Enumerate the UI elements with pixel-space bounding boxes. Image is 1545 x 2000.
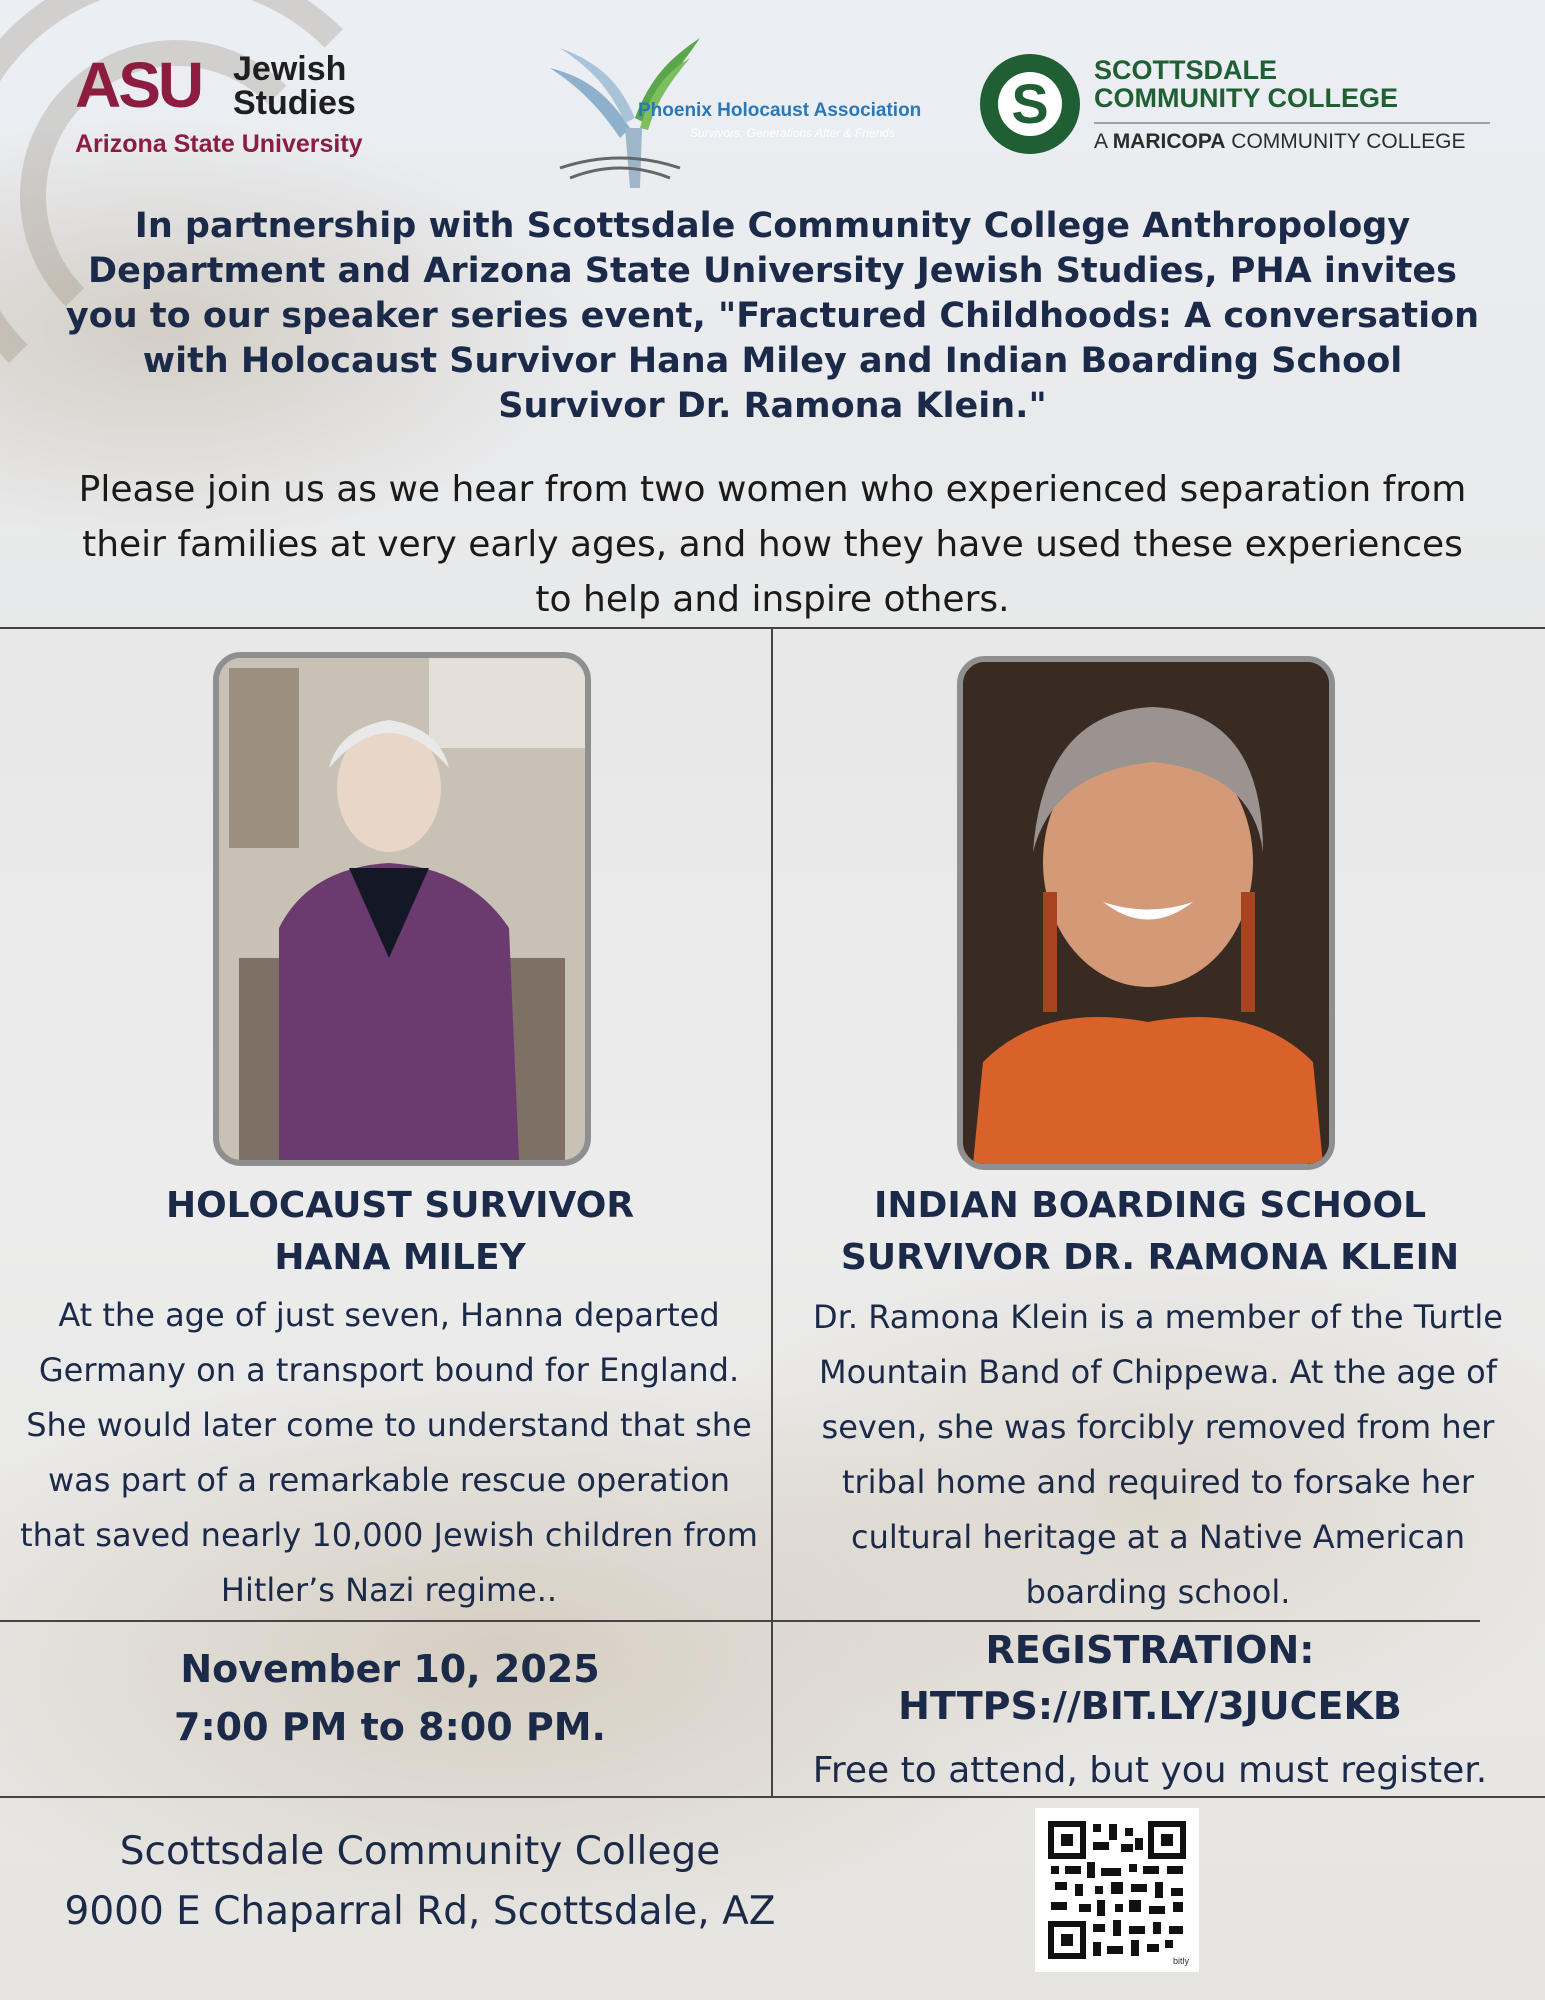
scc-divider (1094, 122, 1490, 124)
qr-code-icon (1035, 1808, 1199, 1972)
divider-left-middle (0, 1620, 772, 1622)
event-datetime (70, 1640, 710, 1756)
scc-name-line1: SCOTTSDALE (1094, 55, 1278, 85)
event-location (30, 1822, 810, 1942)
speaker-1-title-line2: HANA MILEY (274, 1237, 526, 1278)
asu-university-name: Arizona State University (75, 130, 363, 158)
ramona-klein-photo (957, 656, 1335, 1170)
speaker-2-title-line1: INDIAN BOARDING SCHOOL (873, 1185, 1427, 1226)
asu-jewish-studies-text (233, 52, 356, 120)
registration-qr-code[interactable] (1035, 1808, 1199, 1972)
asu-logo-mark (75, 50, 201, 120)
hana-miley-photo (213, 652, 591, 1166)
location-address: 9000 E Chaparral Rd, Scottsdale, AZ (64, 1889, 776, 1934)
scc-sub-suffix: COMMUNITY COLLEGE (1225, 130, 1466, 153)
scc-sub-bold: MARICOPA (1112, 130, 1226, 153)
scottsdale-community-college-logo (980, 52, 1500, 162)
speaker-2-title-line2: SURVIVOR DR. RAMONA KLEIN (840, 1237, 1460, 1278)
scc-sub-prefix: A (1094, 130, 1113, 153)
asu-line1: Jewish (233, 50, 347, 88)
event-headline: In partnership with Scottsdale Community College Anthropology Department and Arizona State University Jewish Studies, PHA invites you to our speaker series event, "Fractured Childhoods: A conversation with Holocaust Survivor Hana Miley and Indian Boarding School Survivor Dr. Ramona Klein." (65, 206, 1480, 426)
scc-emblem-icon: S (980, 54, 1080, 154)
asu-mark-text: ASU (75, 49, 202, 121)
speaker-1-bio: At the age of just seven, Hanna departed Germany on a transport bound for England. She would later come to understand that she was part of a remarkable rescue operation that saved nearly 10,000 Jewish children from Hitler’s Nazi regime.. (20, 1296, 758, 1609)
event-intro: Please join us as we hear from two women who experienced separation from their families at very early ages, and how they have used these experiences to help and inspire others. (78, 469, 1467, 620)
asu-jewish-studies-logo (75, 50, 415, 170)
registration-link[interactable]: HTTPS://BIT.LY/3JUCEKB (898, 1684, 1402, 1728)
event-time: 7:00 PM to 8:00 PM. (174, 1705, 606, 1749)
qr-label: bitly (1172, 1956, 1189, 1966)
portrait-woman-icon (963, 662, 1329, 1164)
scc-name-line2: COMMUNITY COLLEGE (1094, 83, 1399, 113)
registration-block (775, 1622, 1525, 1734)
speaker-2-title (790, 1180, 1510, 1284)
event-date: November 10, 2025 (180, 1647, 600, 1691)
speaker-2-bio: Dr. Ramona Klein is a member of the Turtle Mountain Band of Chippewa. At the age of seven, she was forcibly removed from her tribal home and required to forsake her cultural heritage at a Native American boarding school. (813, 1298, 1503, 1611)
divider-bottom (0, 1796, 1545, 1798)
speaker-1-title (90, 1180, 710, 1284)
asu-line2: Studies (233, 84, 356, 122)
scc-subtitle (1094, 130, 1465, 154)
portrait-woman-icon (219, 658, 585, 1160)
pha-tagline: Survivors, Generations After & Friends (690, 126, 895, 140)
registration-label: REGISTRATION: (985, 1628, 1315, 1672)
phoenix-holocaust-association-logo (530, 28, 950, 188)
location-name: Scottsdale Community College (119, 1829, 721, 1874)
registration-note: Free to attend, but you must register. (812, 1750, 1488, 1791)
pha-name: Phoenix Holocaust Association (638, 100, 922, 121)
speaker-1-title-line1: HOLOCAUST SURVIVOR (165, 1185, 635, 1226)
scc-name (1094, 56, 1494, 112)
